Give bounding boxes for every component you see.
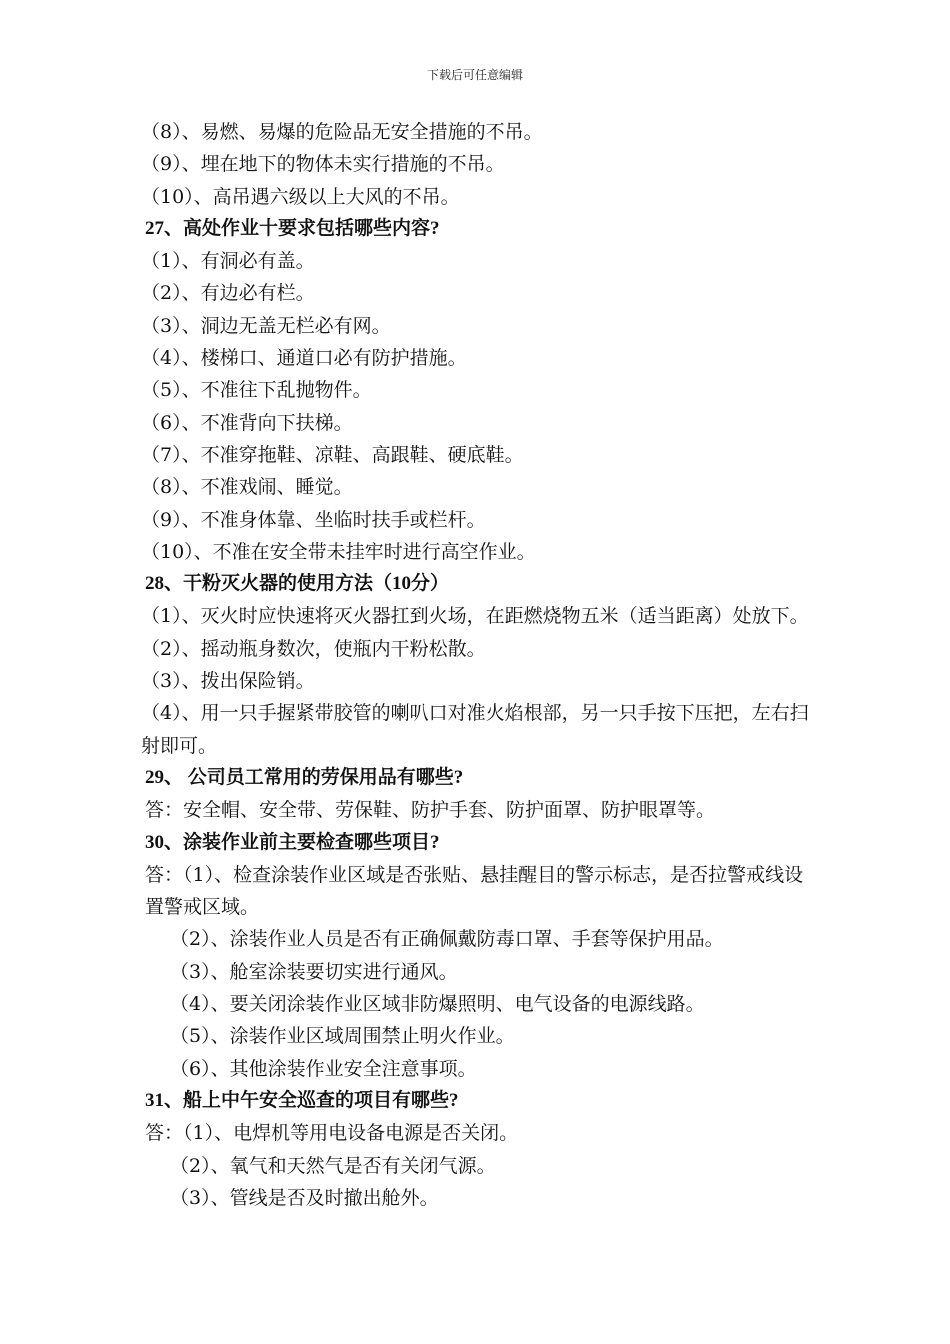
document-body [141,116,817,1214]
list-item: （2）、摇动瓶身数次，使瓶内干粉松散。 [141,637,486,660]
paragraph: （4）、用一只手握紧带胶管的喇叭口对准火焰根部，另一只手按下压把，左右扫射即可。 [141,702,809,757]
list-item: （8）、易燃、易爆的危险品无安全措施的不吊。 [141,121,543,143]
list-item: （4）、楼梯口、通道口必有防护措施。 [141,347,467,370]
list-item: （5）、涂装作业区域周围禁止明火作业。 [170,1025,515,1048]
list-item: （4）、要关闭涂装作业区域非防爆照明、电气设备的电源线路。 [170,993,705,1016]
list-item: （2）、氧气和天然气是否有关闭气源。 [170,1154,496,1177]
list-item: （6）、其他涂装作业安全注意事项。 [170,1057,477,1080]
question-heading: 31、船上中午安全巡查的项目有哪些? [145,1089,459,1111]
list-item: （2）、有边必有栏。 [141,282,315,305]
paragraph: （1）、灭火时应快速将灭火器扛到火场，在距燃烧物五米（适当距离）处放下。 [141,605,809,628]
list-item: （7）、不准穿拖鞋、凉鞋、高跟鞋、硬底鞋。 [141,443,524,466]
list-item: （3）、舱室涂装要切实进行通风。 [170,960,458,983]
list-item: （9）、埋在地下的物体未实行措施的不吊。 [141,153,505,176]
answer-line: 答：（1）、电焊机等用电设备电源是否关闭。 [145,1122,519,1145]
list-item: （10）、高吊遇六级以上大风的不吊。 [141,185,460,208]
list-item: （1）、有洞必有盖。 [141,250,315,273]
list-item: （10）、不准在安全带未挂牢时进行高空作业。 [141,540,536,563]
question-heading: 28、干粉灭火器的使用方法（10分） [145,573,450,595]
answer-paragraph: 答：（1）、检查涂装作业区域是否张贴、悬挂醒目的警示标志，是否拉警戒线设置警戒区域。 [145,863,804,919]
list-item: （2）、涂装作业人员是否有正确佩戴防毒口罩、手套等保护用品。 [170,928,724,951]
list-item: （5）、不准往下乱抛物件。 [141,379,372,402]
list-item: （6）、不准背向下扶梯。 [141,411,353,434]
list-item: （3）、拨出保险销。 [141,670,315,693]
list-item: （3）、管线是否及时撤出舱外。 [170,1186,439,1209]
question-heading: 30、涂装作业前主要检查哪些项目? [145,831,440,853]
page-header: 下载后可任意编辑 [426,68,523,82]
list-item: （3）、洞边无盖无栏必有网。 [141,314,391,337]
question-heading: 29、 公司员工常用的劳保用品有哪些? [145,766,464,788]
answer-line: 答：安全帽、安全带、劳保鞋、防护手套、防护面罩、防护眼罩等。 [145,799,716,822]
list-item: （8）、不准戏闹、睡觉。 [141,476,353,499]
question-heading: 27、高处作业十要求包括哪些内容? [145,217,440,239]
list-item: （9）、不准身体靠、坐临时扶手或栏杆。 [141,508,486,531]
